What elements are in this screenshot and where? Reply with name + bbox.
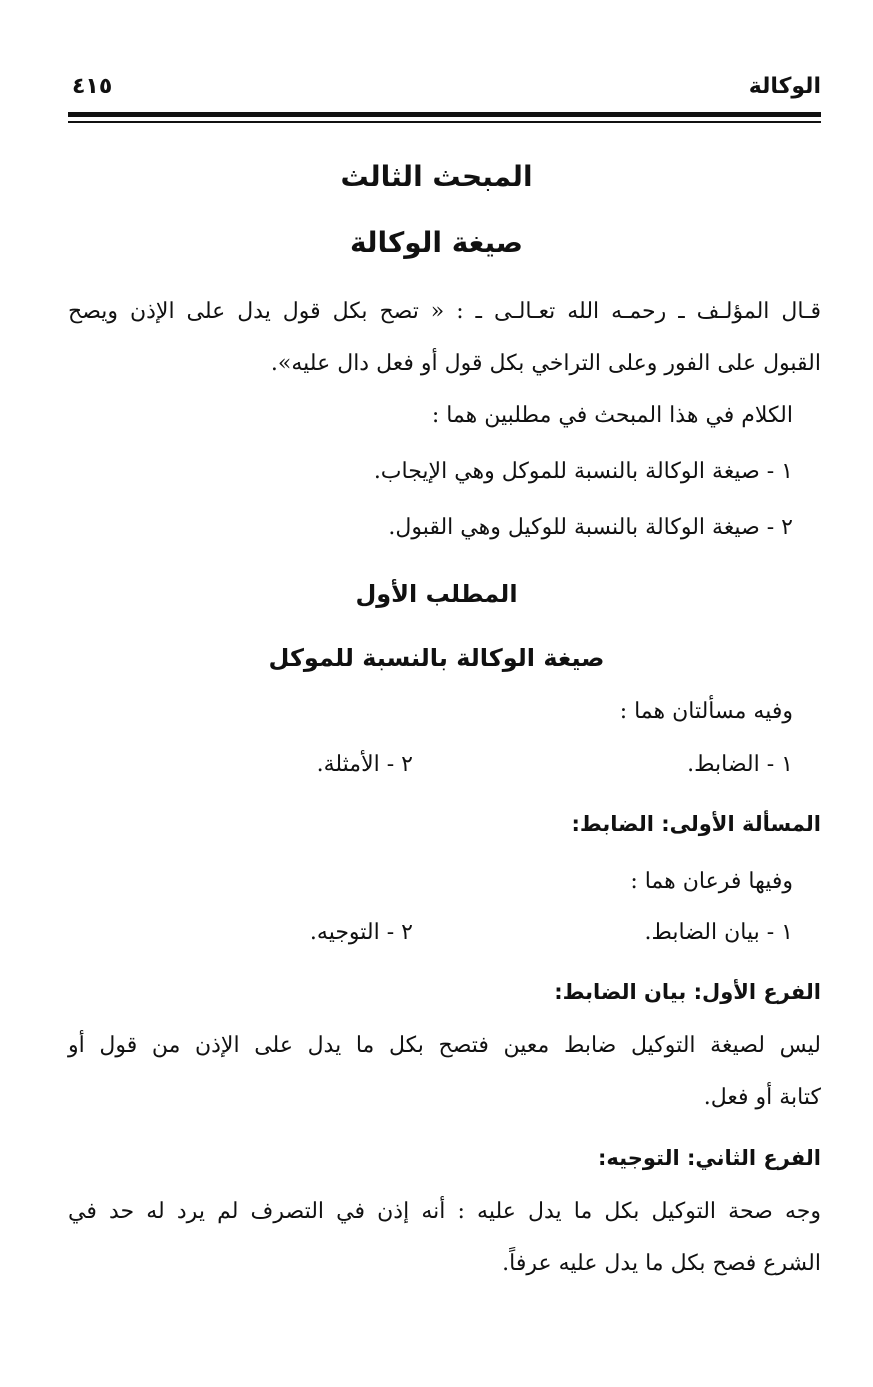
matlab-1-item-1: ١ - الضابط. — [687, 752, 793, 777]
intro-item-1: ١ - صيغة الوكالة بالنسبة للموكل وهي الإيجاب. — [373, 459, 793, 484]
far-2-line-2: الشرع فصح بكل ما يدل عليه عرفاً. — [502, 1251, 821, 1276]
matlab-1-title: المطلب الأول — [355, 580, 518, 608]
intro-line-3: الكلام في هذا المبحث في مطلبين هما : — [431, 403, 793, 428]
intro-line-2: القبول على الفور وعلى التراخي بكل قول أو فعل دال عليه». — [270, 351, 821, 376]
header-rule-thick — [68, 112, 821, 117]
header-title: الوكالة — [748, 74, 821, 99]
far-1-line-2: كتابة أو فعل. — [703, 1085, 821, 1110]
masala-1-heading: المسألة الأولى: الضابط: — [571, 812, 821, 836]
matlab-1-items — [68, 752, 821, 784]
section-title: صيغة الوكالة — [350, 226, 523, 259]
matlab-1-intro: وفيه مسألتان هما : — [619, 699, 793, 724]
intro-item-2: ٢ - صيغة الوكالة بالنسبة للوكيل وهي القبول. — [388, 515, 793, 540]
intro-line-1: قـال المؤلـف ـ رحمـه الله تعـالـى ـ : « تصح بكل قول يدل على الإذن ويصح — [68, 299, 821, 324]
far-1-line-1: ليس لصيغة التوكيل ضابط معين فتصح بكل ما يدل على الإذن من قول أو — [68, 1033, 821, 1058]
masala-1-items — [68, 920, 821, 952]
matlab-1-subtitle: صيغة الوكالة بالنسبة للموكل — [268, 644, 605, 672]
masala-1-item-1: ١ - بيان الضابط. — [644, 920, 793, 945]
page-number: ٤١٥ — [72, 74, 113, 99]
section-number-title: المبحث الثالث — [340, 160, 533, 193]
far-1-heading: الفرع الأول: بيان الضابط: — [554, 980, 821, 1004]
running-header — [68, 70, 821, 110]
masala-1-item-2: ٢ - التوجيه. — [309, 920, 413, 945]
far-2-line-1: وجه صحة التوكيل بكل ما يدل عليه : أنه إذن في التصرف لم يرد له حد في — [68, 1199, 821, 1224]
matlab-1-item-2: ٢ - الأمثلة. — [316, 752, 413, 777]
far-2-heading: الفرع الثاني: التوجيه: — [598, 1146, 821, 1170]
header-rule-thin — [68, 121, 821, 123]
masala-1-intro: وفيها فرعان هما : — [630, 869, 793, 894]
